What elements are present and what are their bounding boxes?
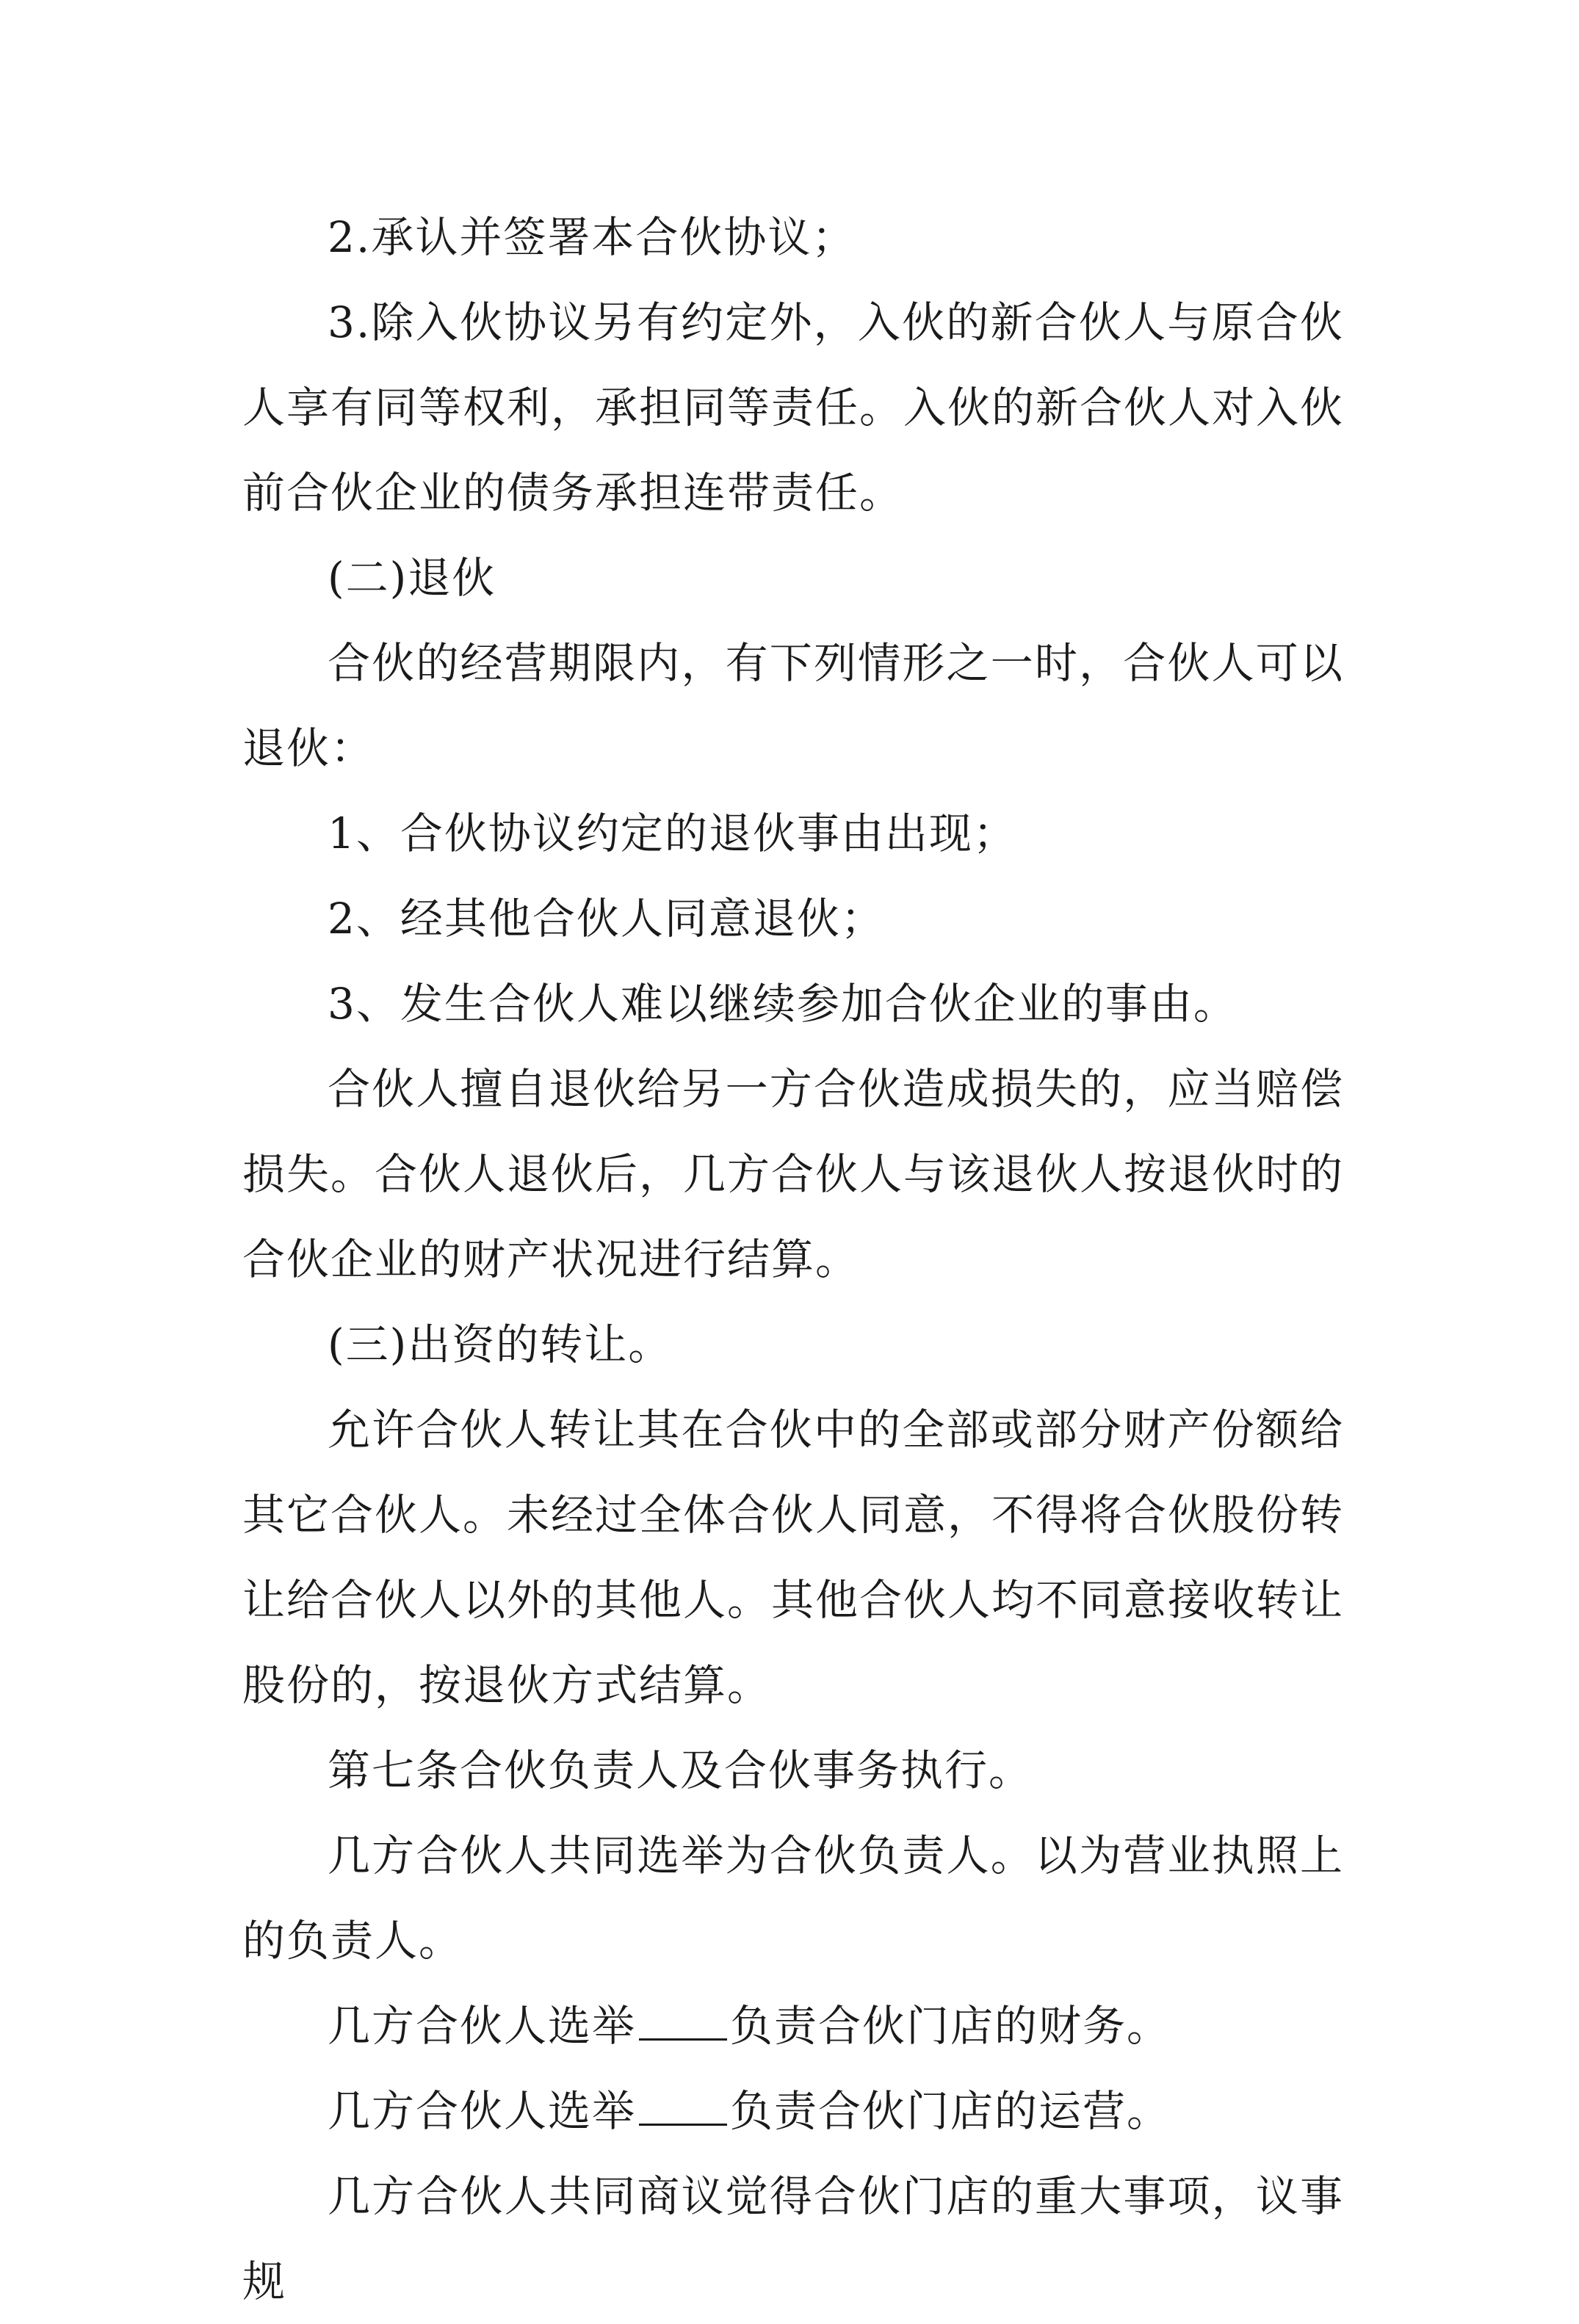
heading-capital-transfer: (三)出资的转让。: [328, 1320, 673, 1369]
finance-line-after: 负责合伙门店的财务。: [730, 2001, 1171, 2051]
list-item-withdrawal-1: 1、合伙协议约定的退伙事由出现；: [328, 808, 1017, 858]
heading-withdrawal: (二)退伙: [328, 553, 496, 603]
heading-article-seven: 第七条合伙负责人及合伙事务执行。: [328, 1745, 1033, 1795]
paragraph-sign-agreement: 2.承认并签署本合伙协议；: [328, 212, 856, 262]
paragraph-capital-transfer: 允许合伙人转让其在合伙中的全部或部分财产份额给其它合伙人。未经过全体合伙人同意，不得将合伙股份转让给合伙人以外的其他人。其他合伙人均不同意接收转让股份的，按退伙方式结算。: [242, 1405, 1345, 1710]
paragraph-major-matters: 几方合伙人共同商议觉得合伙门店的重大事项，议事规: [242, 2171, 1344, 2306]
paragraph-operation-election: [242, 2068, 1344, 2154]
finance-line-before: 几方合伙人选举: [328, 2001, 637, 2051]
paragraph-responsible-person: 几方合伙人共同选举为合伙负责人。以为营业执照上的负责人。: [242, 1831, 1344, 1966]
operation-line-after: 负责合伙门店的运营。: [730, 2086, 1171, 2136]
paragraph-withdrawal-compensation: 合伙人擅自退伙给另一方合伙造成损失的，应当赔偿损失。合伙人退伙后，几方合伙人与该退伙人按退伙时的合伙企业的财产状况进行结算。: [242, 1064, 1345, 1284]
paragraph-withdrawal-conditions: 合伙的经营期限内，有下列情形之一时，合伙人可以退伙：: [242, 638, 1344, 773]
finance-blank-field[interactable]: [639, 2000, 727, 2041]
list-item-withdrawal-2: 2、经其他合伙人同意退伙；: [328, 894, 885, 944]
paragraph-finance-election: [242, 1983, 1344, 2068]
document-body: [242, 195, 1344, 2324]
operation-blank-field[interactable]: [639, 2085, 727, 2126]
paragraph-equal-rights: 3.除入伙协议另有约定外，入伙的新合伙人与原合伙人享有同等权利，承担同等责任。入伙的新合伙人对入伙前合伙企业的债务承担连带责任。: [242, 297, 1345, 518]
operation-line-before: 几方合伙人选举: [328, 2086, 637, 2136]
list-item-withdrawal-3: 3、发生合伙人难以继续参加合伙企业的事由。: [328, 979, 1237, 1029]
